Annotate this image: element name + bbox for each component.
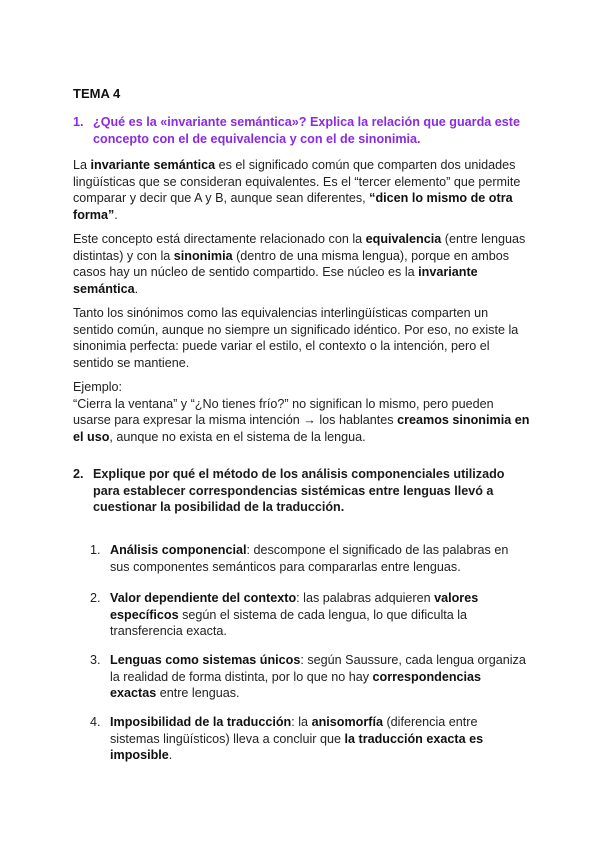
text-run: , aunque no exista en el sistema de la lengua. xyxy=(109,429,366,444)
text-run: Tanto los sinónimos como las equivalencias interlingüísticas comparten un sentido común, aunque no siempre un significado idéntico. Por eso, no existe la sinonimia perfecta: puede variar el estilo, el contexto o la intención, pero el sentido se mantiene. xyxy=(73,306,519,370)
text-run: (diferencia entre sistemas lingüísticos) lleva a concluir que xyxy=(110,715,478,746)
list-number: 2. xyxy=(90,591,101,605)
text-run: La xyxy=(73,158,91,172)
bold-run: invariante semántica xyxy=(73,265,478,296)
text-run: : descompone el significado de las palabras en sus componentes semánticos para compararlas entre lenguas. xyxy=(110,543,509,574)
question-1-text: ¿Qué es la «invariante semántica»? Explica la relación que guarda este concepto con el de equivalencia y con el de sinonimia. xyxy=(93,115,520,146)
text-run: “Cierra la ventana” y “¿No tienes frío?” no significan lo mismo, pero pueden usarse para expresar la misma intención → los hablantes xyxy=(73,396,494,427)
question-2-text: Explique por qué el método de los análisis componenciales utilizado para establecer correspondencias sistémicas entre lenguas llevó a cuestionar la posibilidad de la traducción. xyxy=(93,467,505,514)
bold-run: Análisis componencial xyxy=(110,543,247,557)
bold-run: anisomorfía xyxy=(311,715,383,729)
text-run: (entre lenguas distintas) y con la xyxy=(73,232,526,263)
bold-run: valores específicos xyxy=(110,591,479,622)
topic-heading: TEMA 4 xyxy=(73,86,121,101)
bold-run: la traducción exacta es imposible xyxy=(110,731,484,762)
text-run: . xyxy=(134,281,139,296)
bold-run: Valor dependiente del contexto xyxy=(110,591,297,605)
paragraph-definition xyxy=(73,157,531,223)
bold-run: equivalencia xyxy=(365,232,442,246)
bold-run: sinonimia xyxy=(173,248,233,263)
list-item xyxy=(90,590,530,640)
question-2 xyxy=(73,466,533,516)
question-2-number: 2. xyxy=(73,467,84,481)
text-run: (dentro de una misma lengua), porque en ambos casos hay un núcleo de sentido compartido. Ese núcleo es la xyxy=(73,248,510,279)
bold-run: “dicen lo mismo de otra forma” xyxy=(73,191,513,222)
bold-run: creamos sinonimia en el uso xyxy=(73,413,530,444)
bold-run: Imposibilidad de la traducción xyxy=(110,715,292,729)
text-run: según el sistema de cada lengua, lo que dificulta la transferencia exacta. xyxy=(110,607,468,638)
text-run: : las palabras adquieren xyxy=(296,591,435,605)
bold-run: invariante semántica xyxy=(90,158,216,172)
paragraph-example xyxy=(73,379,531,445)
list-item xyxy=(90,714,530,764)
list-number: 1. xyxy=(90,543,101,557)
list-item xyxy=(90,542,530,575)
text-run: : según Saussure, cada lengua organiza la realidad de forma distinta, por lo que no hay xyxy=(110,653,526,684)
question-1-number: 1. xyxy=(73,115,84,129)
paragraph-synonyms xyxy=(73,305,531,371)
bold-run: correspondencias exactas xyxy=(110,669,482,700)
list-item xyxy=(90,652,530,702)
text-run: . xyxy=(168,748,173,762)
text-run: : la xyxy=(291,715,312,729)
list-number: 4. xyxy=(90,715,101,729)
list-number: 3. xyxy=(90,653,101,667)
bold-run: Lenguas como sistemas únicos xyxy=(110,653,301,667)
paragraph-relation xyxy=(73,231,531,297)
text-run: es el significado común que comparten dos unidades lingüísticas que se consideran equivalentes. Es el “tercer elemento” que permite comparar y decir que A y B, aunque sean diferentes, xyxy=(73,158,521,205)
text-run: Este concepto está directamente relacionado con la xyxy=(73,232,366,246)
example-label: Ejemplo: xyxy=(73,380,122,394)
text-run: . xyxy=(114,207,118,222)
question-1 xyxy=(73,114,533,147)
text-run: entre lenguas. xyxy=(156,686,240,700)
